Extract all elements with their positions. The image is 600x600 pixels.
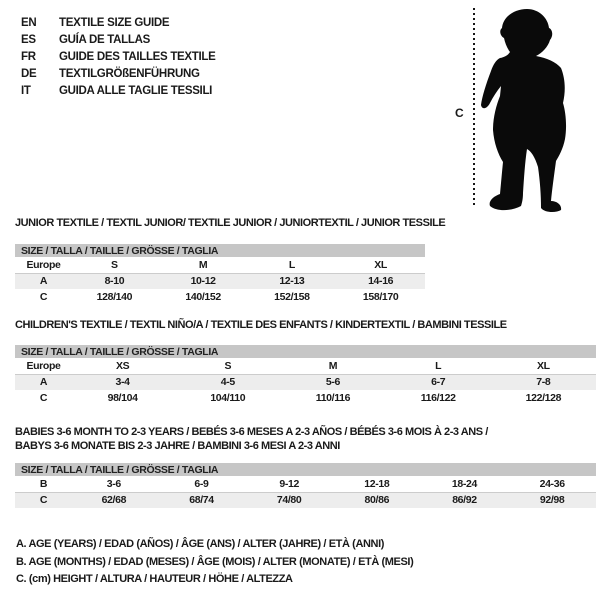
table-row — [15, 492, 596, 508]
row-label: C — [15, 492, 70, 508]
table-cell: L — [386, 358, 491, 374]
row-label: A — [15, 273, 70, 289]
table-row — [15, 476, 596, 492]
table-cell: 3-4 — [70, 374, 175, 390]
table-cell: M — [280, 358, 385, 374]
table-row — [15, 273, 425, 289]
language-title: GUIDA ALLE TAGLIE TESSILI — [59, 84, 213, 97]
table-cell: 128/140 — [96, 291, 133, 303]
size-section-1 — [15, 216, 597, 305]
table-cell: 80/86 — [333, 492, 421, 508]
table-row — [15, 257, 425, 273]
table-cell: 110/116 — [315, 392, 351, 404]
footnotes — [16, 536, 413, 589]
table-row — [15, 358, 596, 374]
size-section-3 — [15, 425, 597, 508]
table-cell: XS — [70, 358, 175, 374]
language-list — [21, 14, 216, 99]
language-code: EN — [21, 16, 37, 29]
table-cell: 116/122 — [420, 392, 456, 404]
table-cell: 24-36 — [508, 476, 596, 492]
language-row — [21, 65, 216, 82]
section-title — [15, 425, 597, 453]
table-cell: 74/80 — [245, 492, 333, 508]
table-cell: 62/68 — [70, 492, 158, 508]
section-title — [15, 216, 597, 230]
size-header-row — [15, 244, 425, 257]
size-header-bar: SIZE / TALLA / TAILLE / GRÖSSE / TAGLIA — [15, 244, 425, 257]
language-title: GUIDE DES TAILLES TEXTILE — [59, 50, 216, 63]
table-cell: 9-12 — [245, 476, 333, 492]
table-cell: 6-9 — [158, 476, 246, 492]
language-title: GUÍA DE TALLAS — [59, 33, 150, 46]
language-code: DE — [21, 67, 37, 80]
row-label: C — [39, 392, 48, 404]
height-label: C — [455, 106, 464, 120]
footnote: A. AGE (YEARS) / EDAD (AÑOS) / ÂGE (ANS) / ALTER (JAHRE) / ETÀ (ANNI) — [16, 538, 384, 550]
size-header-row — [15, 345, 596, 358]
language-row — [21, 14, 216, 31]
size-header-row — [15, 463, 596, 476]
table-cell: 12-18 — [333, 476, 421, 492]
section-title — [15, 318, 597, 332]
row-label: Europe — [15, 358, 70, 374]
table-cell: 18-24 — [421, 476, 509, 492]
table-cell: 8-10 — [70, 273, 159, 289]
size-table — [15, 244, 425, 305]
table-cell: S — [70, 257, 159, 273]
table-cell: XL — [491, 358, 596, 374]
table-cell: 86/92 — [421, 492, 509, 508]
table-cell: 5-6 — [280, 374, 385, 390]
size-section-2 — [15, 318, 597, 406]
row-label: Europe — [15, 257, 70, 273]
row-label: C — [39, 291, 48, 303]
table-cell: XL — [336, 257, 425, 273]
table-row — [15, 374, 596, 390]
table-row — [15, 289, 425, 305]
table-cell: M — [159, 257, 248, 273]
table-cell: 3-6 — [70, 476, 158, 492]
footnote: C. (cm) HEIGHT / ALTURA / HAUTEUR / HÖHE / ALTEZZA — [16, 573, 293, 585]
language-code: FR — [21, 50, 36, 63]
baby-silhouette-icon — [470, 0, 600, 220]
language-row — [21, 82, 216, 99]
table-cell: 68/74 — [158, 492, 246, 508]
language-title: TEXTILGRÖßENFÜHRUNG — [59, 67, 200, 80]
table-cell: 12-13 — [248, 273, 337, 289]
size-table — [15, 345, 596, 406]
table-cell: 10-12 — [159, 273, 248, 289]
language-code: ES — [21, 33, 36, 46]
table-row — [15, 390, 596, 406]
table-cell: S — [175, 358, 280, 374]
table-cell: 14-16 — [336, 273, 425, 289]
footnote: B. AGE (MONTHS) / EDAD (MESES) / ÂGE (MOIS) / ALTER (MONATE) / ETÀ (MESI) — [16, 555, 414, 568]
section-title-line: CHILDREN'S TEXTILE / TEXTIL NIÑO/A / TEXTILE DES ENFANTS / KINDERTEXTIL / BAMBINI TESSILE — [15, 319, 507, 331]
language-row — [21, 48, 216, 65]
section-title-line: BABYS 3-6 MONATE BIS 2-3 JAHRE / BAMBINI 3-6 MESI A 2-3 ANNI — [15, 440, 340, 452]
language-code: IT — [21, 84, 31, 97]
table-cell: 7-8 — [491, 374, 596, 390]
table-cell: 158/170 — [362, 291, 399, 303]
section-title-line: BABIES 3-6 MONTH TO 2-3 YEARS / BEBÉS 3-6 MESES A 2-3 AÑOS / BÉBÉS 3-6 MOIS À 2-3 ANS / — [15, 426, 488, 438]
table-cell: 92/98 — [508, 492, 596, 508]
section-title-line: JUNIOR TEXTILE / TEXTIL JUNIOR/ TEXTILE JUNIOR / JUNIORTEXTIL / JUNIOR TESSILE — [15, 217, 446, 229]
table-cell: 4-5 — [175, 374, 280, 390]
size-header-bar: SIZE / TALLA / TAILLE / GRÖSSE / TAGLIA — [15, 463, 596, 476]
language-title: TEXTILE SIZE GUIDE — [59, 16, 170, 29]
table-cell: 6-7 — [386, 374, 491, 390]
row-label: A — [15, 374, 70, 390]
row-label: B — [15, 476, 70, 492]
size-table — [15, 463, 596, 508]
language-row — [21, 31, 216, 48]
table-cell: L — [248, 257, 337, 273]
table-cell: 104/110 — [210, 392, 246, 404]
size-header-bar: SIZE / TALLA / TAILLE / GRÖSSE / TAGLIA — [15, 345, 596, 358]
table-cell: 98/104 — [107, 392, 138, 404]
table-cell: 152/158 — [274, 291, 310, 303]
table-cell: 122/128 — [525, 392, 562, 404]
table-cell: 140/152 — [185, 291, 221, 303]
